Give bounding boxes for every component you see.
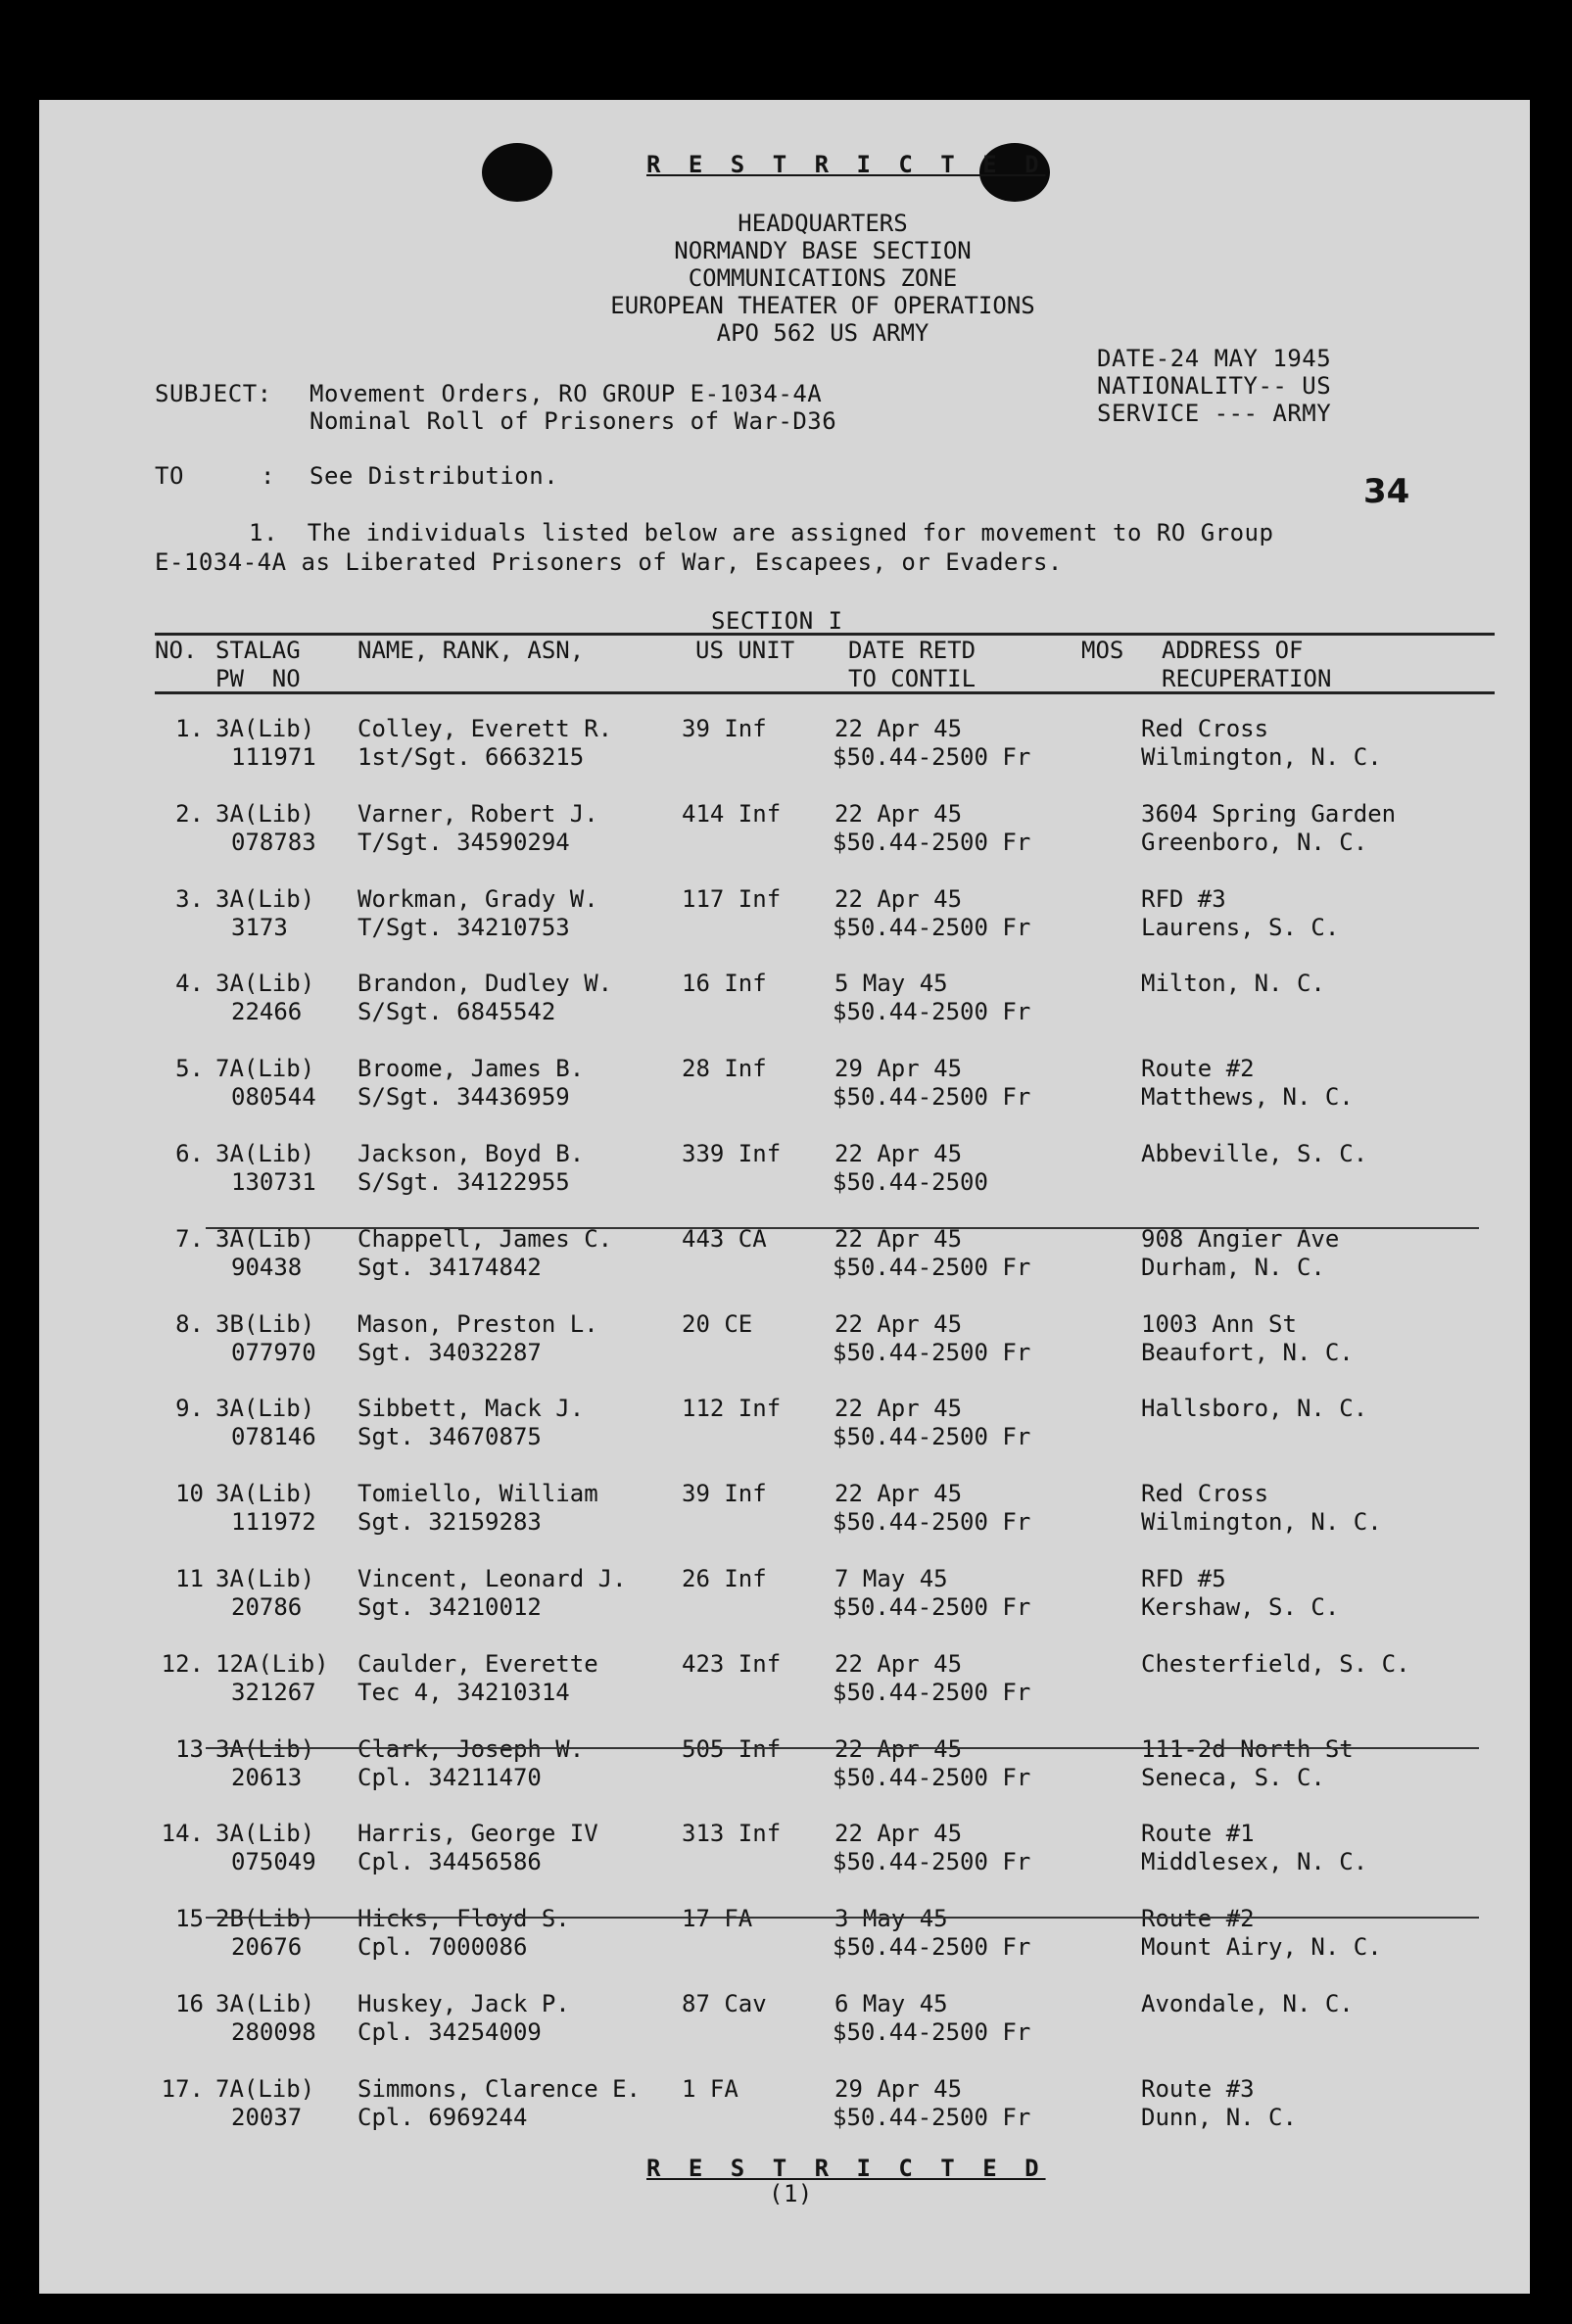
date-cell: 22 Apr 45 xyxy=(834,1309,963,1338)
address-line-2: Mount Airy, N. C. xyxy=(1141,1933,1382,1962)
pw-number-cell: 20037 xyxy=(231,2103,303,2131)
address-line-1: 908 Angier Ave xyxy=(1141,1224,1340,1253)
address-line-1: Red Cross xyxy=(1141,1480,1269,1508)
stalag-cell: 2B(Lib) xyxy=(215,1905,315,1933)
subject-label: SUBJECT: xyxy=(155,380,272,407)
stalag-cell: 3A(Lib) xyxy=(215,799,315,828)
pw-number-cell: 111971 xyxy=(231,743,316,771)
stalag-cell: 7A(Lib) xyxy=(215,2074,315,2103)
table-row xyxy=(39,1905,1530,1964)
nationality-field: NATIONALITY-- US xyxy=(1097,372,1332,400)
row-number: 13 xyxy=(175,1734,204,1763)
row-number: 1. xyxy=(175,715,204,742)
payment-cell: $50.44-2500 Fr xyxy=(833,743,1031,771)
col-header-address: ADDRESS OF RECUPERATION xyxy=(1162,637,1332,692)
date-cell: 22 Apr 45 xyxy=(834,1395,963,1423)
service-field: SERVICE --- ARMY xyxy=(1097,400,1332,427)
restricted-header: R E S T R I C T E D xyxy=(646,151,1046,178)
payment-cell: $50.44-2500 Fr xyxy=(833,828,1031,856)
rank-asn-cell: T/Sgt. 34210753 xyxy=(357,913,570,941)
stalag-cell: 3B(Lib) xyxy=(215,1309,315,1338)
address-line-1: Avondale, N. C. xyxy=(1141,1990,1354,2017)
name-cell: Simmons, Clarence E. xyxy=(357,2074,641,2103)
address-line-1: Route #3 xyxy=(1141,2074,1255,2103)
date-cell: 22 Apr 45 xyxy=(834,1480,963,1508)
row-number: 7. xyxy=(175,1224,204,1253)
pw-number-cell: 20676 xyxy=(231,1933,303,1962)
document-page xyxy=(39,100,1530,2294)
row-number: 9. xyxy=(175,1395,204,1423)
name-cell: Sibbett, Mack J. xyxy=(357,1395,585,1423)
unit-cell: 313 Inf xyxy=(682,1820,782,1848)
row-number: 16 xyxy=(175,1990,204,2017)
date-cell: 22 Apr 45 xyxy=(834,715,963,742)
rank-asn-cell: 1st/Sgt. 6663215 xyxy=(357,743,585,771)
header-line: COMMUNICATIONS ZONE xyxy=(688,264,958,292)
date-cell: 22 Apr 45 xyxy=(834,1820,963,1848)
date-cell: 3 May 45 xyxy=(834,1905,948,1933)
payment-cell: $50.44-2500 Fr xyxy=(833,1253,1031,1281)
row-number: 2. xyxy=(175,799,204,828)
table-row xyxy=(39,970,1530,1028)
address-line-1: RFD #3 xyxy=(1141,884,1226,913)
rank-asn-cell: S/Sgt. 34122955 xyxy=(357,1168,570,1196)
unit-cell: 17 FA xyxy=(682,1905,753,1933)
rank-asn-cell: Cpl. 34456586 xyxy=(357,1848,542,1876)
date-cell: 22 Apr 45 xyxy=(834,884,963,913)
row-number: 6. xyxy=(175,1140,204,1167)
header-line: EUROPEAN THEATER OF OPERATIONS xyxy=(610,292,1035,319)
address-line-2: Durham, N. C. xyxy=(1141,1253,1325,1281)
table-row xyxy=(39,1310,1530,1369)
section-title: SECTION I xyxy=(711,607,843,635)
row-number: 17. xyxy=(161,2074,204,2103)
date-cell: 22 Apr 45 xyxy=(834,799,963,828)
payment-cell: $50.44-2500 Fr xyxy=(833,1593,1031,1621)
name-cell: Harris, George IV xyxy=(357,1820,598,1848)
stalag-cell: 3A(Lib) xyxy=(215,970,315,998)
to-label: TO xyxy=(155,462,184,490)
name-cell: Brandon, Dudley W. xyxy=(357,970,613,998)
address-line-1: Milton, N. C. xyxy=(1141,970,1325,998)
table-row xyxy=(39,1735,1530,1794)
punch-hole-left xyxy=(482,143,552,202)
table-row xyxy=(39,800,1530,859)
pw-number-cell: 078146 xyxy=(231,1423,316,1451)
pw-number-cell: 321267 xyxy=(231,1678,316,1706)
pw-number-cell: 280098 xyxy=(231,2018,316,2046)
rank-asn-cell: S/Sgt. 34436959 xyxy=(357,1083,570,1112)
address-line-1: Route #2 xyxy=(1141,1055,1255,1083)
date-field: DATE-24 MAY 1945 xyxy=(1097,345,1332,372)
table-row xyxy=(39,1650,1530,1709)
rank-asn-cell: Sgt. 32159283 xyxy=(357,1508,542,1537)
name-cell: Hicks, Floyd S. xyxy=(357,1905,570,1933)
page-number: 34 xyxy=(1363,472,1410,511)
rank-asn-cell: Cpl. 34211470 xyxy=(357,1763,542,1791)
pw-number-cell: 078783 xyxy=(231,828,316,856)
table-row xyxy=(39,1395,1530,1453)
name-cell: Colley, Everett R. xyxy=(357,715,613,742)
table-row xyxy=(39,1990,1530,2049)
payment-cell: $50.44-2500 Fr xyxy=(833,1848,1031,1876)
pw-number-cell: 22466 xyxy=(231,998,303,1026)
unit-cell: 1 FA xyxy=(682,2074,738,2103)
unit-cell: 39 Inf xyxy=(682,1480,767,1508)
paragraph-line-2: E-1034-4A as Liberated Prisoners of War, Escapees, or Evaders. xyxy=(155,548,1063,576)
row-number: 12. xyxy=(161,1649,204,1678)
header-line: HEADQUARTERS xyxy=(738,210,908,237)
date-cell: 29 Apr 45 xyxy=(834,2074,963,2103)
payment-cell: $50.44-2500 Fr xyxy=(833,1083,1031,1112)
unit-cell: 20 CE xyxy=(682,1309,753,1338)
pw-number-cell: 075049 xyxy=(231,1848,316,1876)
address-line-1: Abbeville, S. C. xyxy=(1141,1140,1368,1167)
table-header-rule xyxy=(155,691,1495,694)
unit-cell: 26 Inf xyxy=(682,1565,767,1592)
stalag-cell: 3A(Lib) xyxy=(215,1565,315,1592)
address-line-2: Kershaw, S. C. xyxy=(1141,1593,1340,1621)
unit-cell: 112 Inf xyxy=(682,1395,782,1423)
unit-cell: 443 CA xyxy=(682,1224,767,1253)
date-cell: 29 Apr 45 xyxy=(834,1055,963,1083)
unit-cell: 423 Inf xyxy=(682,1649,782,1678)
row-number: 3. xyxy=(175,884,204,913)
pw-number-cell: 90438 xyxy=(231,1253,303,1281)
address-line-2: Laurens, S. C. xyxy=(1141,913,1340,941)
address-line-1: Route #1 xyxy=(1141,1820,1255,1848)
table-row xyxy=(39,1820,1530,1878)
payment-cell: $50.44-2500 Fr xyxy=(833,998,1031,1026)
table-row xyxy=(39,2075,1530,2134)
subject-line-1: Movement Orders, RO GROUP E-1034-4A xyxy=(310,380,823,407)
payment-cell: $50.44-2500 Fr xyxy=(833,913,1031,941)
table-row xyxy=(39,1055,1530,1114)
table-row xyxy=(39,1480,1530,1539)
name-cell: Huskey, Jack P. xyxy=(357,1990,570,2017)
unit-cell: 39 Inf xyxy=(682,715,767,742)
stalag-cell: 3A(Lib) xyxy=(215,1395,315,1423)
address-line-2: Greenboro, N. C. xyxy=(1141,828,1368,856)
rank-asn-cell: Cpl. 7000086 xyxy=(357,1933,528,1962)
date-cell: 22 Apr 45 xyxy=(834,1734,963,1763)
date-cell: 22 Apr 45 xyxy=(834,1224,963,1253)
address-line-2: Wilmington, N. C. xyxy=(1141,743,1382,771)
subject-line-2: Nominal Roll of Prisoners of War-D36 xyxy=(310,407,837,435)
stalag-cell: 3A(Lib) xyxy=(215,1224,315,1253)
rank-asn-cell: S/Sgt. 6845542 xyxy=(357,998,556,1026)
header-line: APO 562 US ARMY xyxy=(716,319,929,347)
payment-cell: $50.44-2500 Fr xyxy=(833,1508,1031,1537)
rank-asn-cell: Cpl. 34254009 xyxy=(357,2018,542,2046)
headquarters-block xyxy=(490,210,1156,347)
row-number: 4. xyxy=(175,970,204,998)
name-cell: Broome, James B. xyxy=(357,1055,585,1083)
unit-cell: 87 Cav xyxy=(682,1990,767,2017)
rank-asn-cell: Sgt. 34210012 xyxy=(357,1593,542,1621)
address-line-2: Middlesex, N. C. xyxy=(1141,1848,1368,1876)
name-cell: Mason, Preston L. xyxy=(357,1309,598,1338)
address-line-2: Dunn, N. C. xyxy=(1141,2103,1297,2131)
address-line-2: Beaufort, N. C. xyxy=(1141,1338,1354,1366)
name-cell: Varner, Robert J. xyxy=(357,799,598,828)
pw-number-cell: 077970 xyxy=(231,1338,316,1366)
rank-asn-cell: Sgt. 34032287 xyxy=(357,1338,542,1366)
row-number: 14. xyxy=(161,1820,204,1848)
date-cell: 22 Apr 45 xyxy=(834,1140,963,1167)
name-cell: Workman, Grady W. xyxy=(357,884,598,913)
unit-cell: 28 Inf xyxy=(682,1055,767,1083)
unit-cell: 414 Inf xyxy=(682,799,782,828)
rank-asn-cell: Tec 4, 34210314 xyxy=(357,1678,570,1706)
payment-cell: $50.44-2500 Fr xyxy=(833,1338,1031,1366)
unit-cell: 117 Inf xyxy=(682,884,782,913)
address-line-2: Matthews, N. C. xyxy=(1141,1083,1354,1112)
rank-asn-cell: Sgt. 34670875 xyxy=(357,1423,542,1451)
date-cell: 6 May 45 xyxy=(834,1990,948,2017)
stalag-cell: 3A(Lib) xyxy=(215,715,315,742)
address-line-2: Seneca, S. C. xyxy=(1141,1763,1325,1791)
stalag-cell: 3A(Lib) xyxy=(215,1140,315,1167)
date-cell: 22 Apr 45 xyxy=(834,1649,963,1678)
pw-number-cell: 20786 xyxy=(231,1593,303,1621)
name-cell: Clark, Joseph W. xyxy=(357,1734,585,1763)
stalag-cell: 12A(Lib) xyxy=(215,1649,329,1678)
payment-cell: $50.44-2500 Fr xyxy=(833,2103,1031,2131)
address-line-1: 1003 Ann St xyxy=(1141,1309,1297,1338)
pw-number-cell: 20613 xyxy=(231,1763,303,1791)
table-row xyxy=(39,1225,1530,1284)
address-line-1: 3604 Spring Garden xyxy=(1141,799,1397,828)
stalag-cell: 7A(Lib) xyxy=(215,1055,315,1083)
col-header-date: DATE RETD TO CONTIL xyxy=(848,637,977,692)
to-separator: : xyxy=(261,462,275,490)
unit-cell: 16 Inf xyxy=(682,970,767,998)
stalag-cell: 3A(Lib) xyxy=(215,884,315,913)
unit-cell: 505 Inf xyxy=(682,1734,782,1763)
payment-cell: $50.44-2500 Fr xyxy=(833,1933,1031,1962)
pw-number-cell: 3173 xyxy=(231,913,288,941)
address-line-1: Chesterfield, S. C. xyxy=(1141,1649,1410,1678)
table-row xyxy=(39,885,1530,944)
row-number: 10 xyxy=(175,1480,204,1508)
strike-line xyxy=(206,1227,1479,1229)
row-number: 15 xyxy=(175,1905,204,1933)
strike-line xyxy=(206,1747,1479,1749)
address-line-2: Wilmington, N. C. xyxy=(1141,1508,1382,1537)
pw-number-cell: 080544 xyxy=(231,1083,316,1112)
address-line-1: Hallsboro, N. C. xyxy=(1141,1395,1368,1423)
address-line-1: Route #2 xyxy=(1141,1905,1255,1933)
stalag-cell: 3A(Lib) xyxy=(215,1480,315,1508)
date-cell: 5 May 45 xyxy=(834,970,948,998)
stalag-cell: 3A(Lib) xyxy=(215,1820,315,1848)
col-header-no: NO. xyxy=(155,637,198,664)
rank-asn-cell: Cpl. 6969244 xyxy=(357,2103,528,2131)
name-cell: Tomiello, William xyxy=(357,1480,598,1508)
rank-asn-cell: T/Sgt. 34590294 xyxy=(357,828,570,856)
table-row xyxy=(39,1140,1530,1199)
to-value: See Distribution. xyxy=(310,462,559,490)
stalag-cell: 3A(Lib) xyxy=(215,1990,315,2017)
restricted-footer: R E S T R I C T E D xyxy=(646,2155,1046,2182)
name-cell: Caulder, Everette xyxy=(357,1649,598,1678)
col-header-stalag: STALAG PW NO xyxy=(215,637,301,692)
payment-cell: $50.44-2500 Fr xyxy=(833,2018,1031,2046)
footer-page-number: (1) xyxy=(769,2180,813,2207)
payment-cell: $50.44-2500 Fr xyxy=(833,1763,1031,1791)
rank-asn-cell: Sgt. 34174842 xyxy=(357,1253,542,1281)
payment-cell: $50.44-2500 Fr xyxy=(833,1678,1031,1706)
col-header-name: NAME, RANK, ASN, xyxy=(357,637,585,664)
table-row xyxy=(39,715,1530,774)
col-header-unit: US UNIT xyxy=(695,637,795,664)
pw-number-cell: 111972 xyxy=(231,1508,316,1537)
strike-line xyxy=(206,1917,1479,1919)
payment-cell: $50.44-2500 xyxy=(833,1168,988,1196)
header-line: NORMANDY BASE SECTION xyxy=(674,237,972,264)
name-cell: Jackson, Boyd B. xyxy=(357,1140,585,1167)
row-number: 5. xyxy=(175,1055,204,1083)
address-line-1: 111-2d North St xyxy=(1141,1734,1354,1763)
col-header-mos: MOS xyxy=(1081,637,1124,664)
row-number: 8. xyxy=(175,1309,204,1338)
date-cell: 7 May 45 xyxy=(834,1565,948,1592)
table-top-rule xyxy=(155,633,1495,636)
unit-cell: 339 Inf xyxy=(682,1140,782,1167)
stalag-cell: 3A(Lib) xyxy=(215,1734,315,1763)
address-line-1: Red Cross xyxy=(1141,715,1269,742)
payment-cell: $50.44-2500 Fr xyxy=(833,1423,1031,1451)
address-line-1: RFD #5 xyxy=(1141,1565,1226,1592)
row-number: 11 xyxy=(175,1565,204,1592)
name-cell: Chappell, James C. xyxy=(357,1224,613,1253)
paragraph-line-1: 1. The individuals listed below are assigned for movement to RO Group xyxy=(249,519,1274,546)
name-cell: Vincent, Leonard J. xyxy=(357,1565,627,1592)
pw-number-cell: 130731 xyxy=(231,1168,316,1196)
table-row xyxy=(39,1565,1530,1624)
